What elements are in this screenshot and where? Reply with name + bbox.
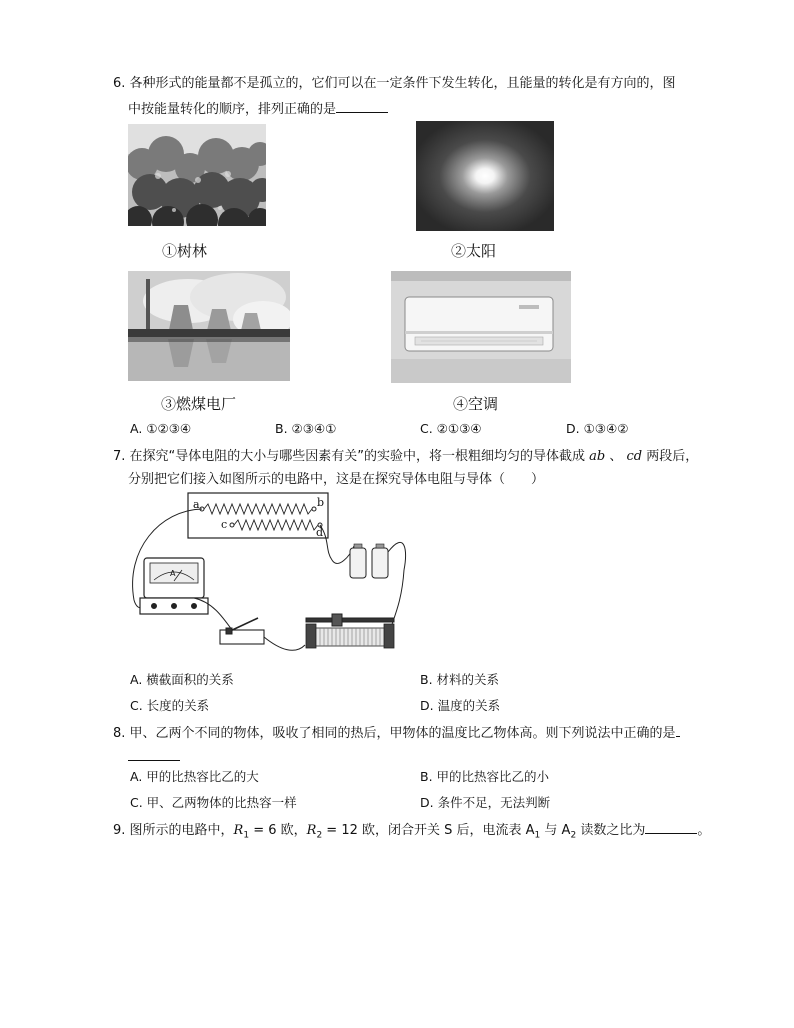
q9-answer-blank xyxy=(645,821,697,834)
q7-stem-text-end: 两段后， xyxy=(646,449,699,464)
r2-subscript: 2 xyxy=(316,830,323,841)
r1-value: = 6 欧， xyxy=(249,823,307,838)
q6-option-d[interactable]: D. ①③④② xyxy=(566,421,629,436)
q8-stem-line1 xyxy=(113,724,680,743)
q8-blank-start xyxy=(676,724,680,737)
r2-value: = 12 欧，闭合开关 S 后，电流表 A xyxy=(322,823,535,838)
caption-power-plant: ③燃煤电厂 xyxy=(161,395,237,413)
q9-text-b: 与 A xyxy=(540,823,571,838)
circuit-diagram xyxy=(120,490,420,662)
q6-stem-text: 中按能量转化的顺序，排列正确的是 xyxy=(128,102,337,117)
q6-stem-line1: 6. 各种形式的能量都不是孤立的，它们可以在一定条件下发生转化，且能量的转化是有方向的，图 xyxy=(113,76,676,91)
q9-text-a: 9. 图所示的电路中， xyxy=(113,823,234,838)
q9-text-c: 读数之比为 xyxy=(576,823,646,838)
q9-end: 。 xyxy=(697,823,711,838)
ammeter-label: A xyxy=(170,569,176,578)
q8-stem-text: 8. 甲、乙两个不同的物体，吸收了相同的热后，甲物体的温度比乙物体高。则下列说法中正确的是 xyxy=(113,726,676,741)
label-c: c xyxy=(221,518,228,531)
q7-option-d[interactable]: D. 温度的关系 xyxy=(420,698,501,713)
q7-option-c[interactable]: C. 长度的关系 xyxy=(130,698,210,713)
q8-option-d[interactable]: D. 条件不足，无法判断 xyxy=(420,795,551,810)
q7-option-a[interactable]: A. 横截面积的关系 xyxy=(130,672,234,687)
q8-option-a[interactable]: A. 甲的比热容比乙的大 xyxy=(130,769,259,784)
label-d: d xyxy=(316,526,324,539)
a1-subscript: 1 xyxy=(534,830,541,841)
r2-symbol: R xyxy=(306,823,317,838)
q7-stem-line2: 分别把它们接入如图所示的电路中，这是在探究导体电阻与导体（ ） xyxy=(128,472,545,487)
forest-photo xyxy=(128,124,266,226)
q7-option-b[interactable]: B. 材料的关系 xyxy=(420,672,500,687)
q6-stem-line2 xyxy=(128,100,388,119)
q8-answer-blank xyxy=(128,760,180,761)
caption-sun: ②太阳 xyxy=(451,242,497,260)
q8-option-c[interactable]: C. 甲、乙两物体的比热容一样 xyxy=(130,795,297,810)
a2-subscript: 2 xyxy=(570,830,577,841)
power-plant-photo xyxy=(128,271,290,381)
segment-cd: cd xyxy=(626,449,643,464)
q6-option-b[interactable]: B. ②③④① xyxy=(275,421,337,436)
label-a: a xyxy=(193,498,200,511)
sun-photo xyxy=(416,121,554,231)
caption-forest: ①树林 xyxy=(162,242,208,260)
q7-stem-line1 xyxy=(113,448,698,466)
q9-stem xyxy=(113,821,710,845)
air-conditioner-photo xyxy=(391,271,571,383)
q8-option-b[interactable]: B. 甲的比热容比乙的小 xyxy=(420,769,550,784)
q7-stem-text: 7. 在探究“导体电阻的大小与哪些因素有关”的实验中，将一根粗细均匀的导体截成 xyxy=(113,449,586,464)
r1-subscript: 1 xyxy=(243,830,250,841)
caption-air-conditioner: ④空调 xyxy=(453,395,499,413)
q6-option-c[interactable]: C. ②①③④ xyxy=(420,421,482,436)
label-b: b xyxy=(317,496,325,509)
q7-separator: 、 xyxy=(609,449,623,464)
segment-ab: ab xyxy=(589,449,606,464)
r1-symbol: R xyxy=(233,823,244,838)
q6-option-a[interactable]: A. ①②③④ xyxy=(130,421,192,436)
q6-answer-blank xyxy=(336,100,388,113)
